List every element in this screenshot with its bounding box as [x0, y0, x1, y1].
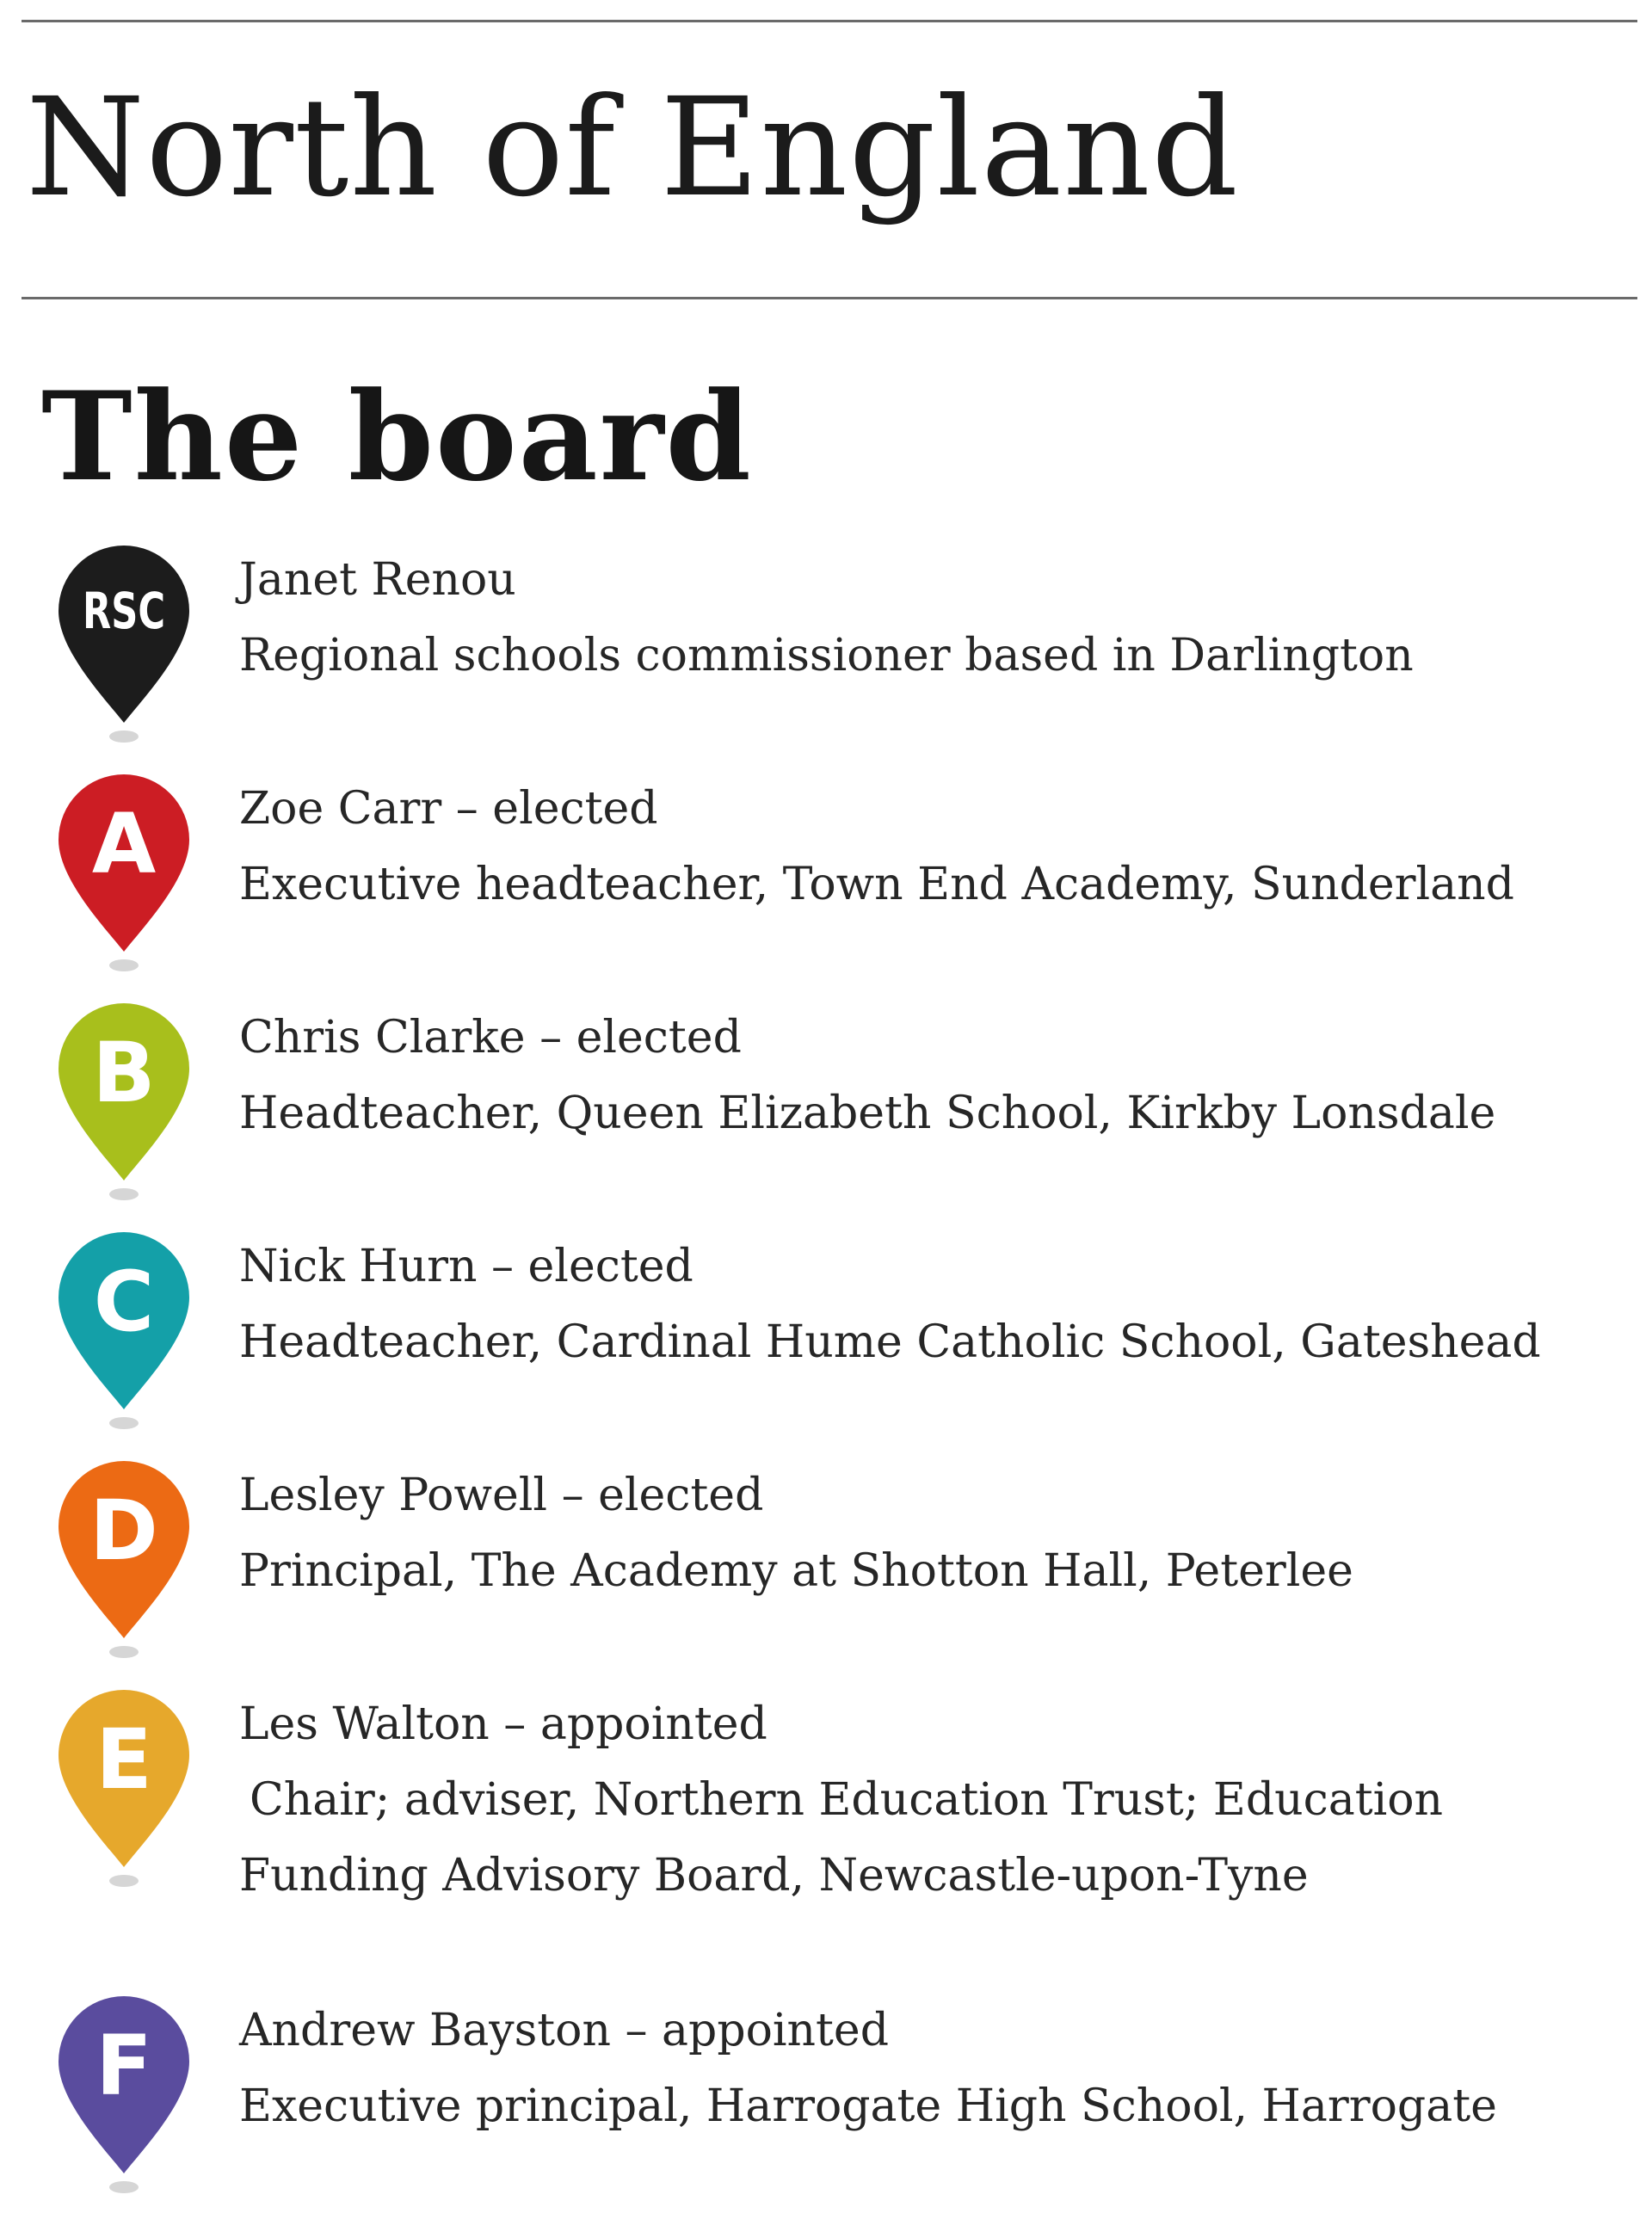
member-details	[239, 771, 1514, 922]
map-pin-icon	[53, 1686, 194, 1889]
member-name: Lesley Powell – elected	[239, 1470, 764, 1521]
member-name: Zoe Carr – elected	[239, 783, 658, 835]
member-role: Regional schools commissioner based in Darlington	[239, 630, 1414, 681]
member-role-continued: Funding Advisory Board, Newcastle-upon-Tyne	[239, 1850, 1309, 1902]
member-role: Chair; adviser, Northern Education Trust; Education	[250, 1774, 1444, 1826]
section-title: The board	[41, 366, 753, 509]
svg-text:C: C	[93, 1254, 155, 1350]
region-title: North of England	[26, 69, 1240, 227]
member-name: Les Walton – appointed	[239, 1698, 767, 1750]
member-name: Janet Renou	[239, 554, 516, 606]
member-role: Headteacher, Cardinal Hume Catholic School, Gateshead	[239, 1316, 1541, 1368]
map-pin-icon	[53, 1993, 194, 2196]
member-name: Chris Clarke – elected	[239, 1012, 742, 1063]
svg-text:D: D	[89, 1483, 158, 1579]
map-pin-icon	[53, 1000, 194, 1203]
svg-text:B: B	[92, 1025, 156, 1121]
svg-text:E: E	[96, 1711, 152, 1808]
member-details	[239, 1686, 1443, 1914]
member-role: Headteacher, Queen Elizabeth School, Kirkby Lonsdale	[239, 1088, 1496, 1139]
member-role: Principal, The Academy at Shotton Hall, Peterlee	[239, 1545, 1353, 1597]
map-pin-icon	[53, 771, 194, 974]
map-pin-icon	[53, 542, 194, 745]
member-role: Executive headteacher, Town End Academy, Sunderland	[239, 859, 1514, 910]
member-details	[239, 1458, 1353, 1609]
map-pin-icon	[53, 1458, 194, 1661]
member-name: Nick Hurn – elected	[239, 1241, 693, 1292]
member-name: Andrew Bayston – appointed	[239, 2005, 889, 2056]
member-details	[239, 1993, 1497, 2144]
member-role: Executive principal, Harrogate High School, Harrogate	[239, 2080, 1497, 2132]
member-details	[239, 542, 1414, 693]
top-divider	[22, 20, 1637, 22]
header-divider	[22, 297, 1637, 299]
svg-text:A: A	[91, 796, 157, 892]
member-details	[239, 1229, 1541, 1380]
svg-text:RSC: RSC	[83, 582, 165, 640]
svg-text:F: F	[96, 2018, 152, 2114]
member-details	[239, 1000, 1495, 1151]
map-pin-icon	[53, 1229, 194, 1432]
